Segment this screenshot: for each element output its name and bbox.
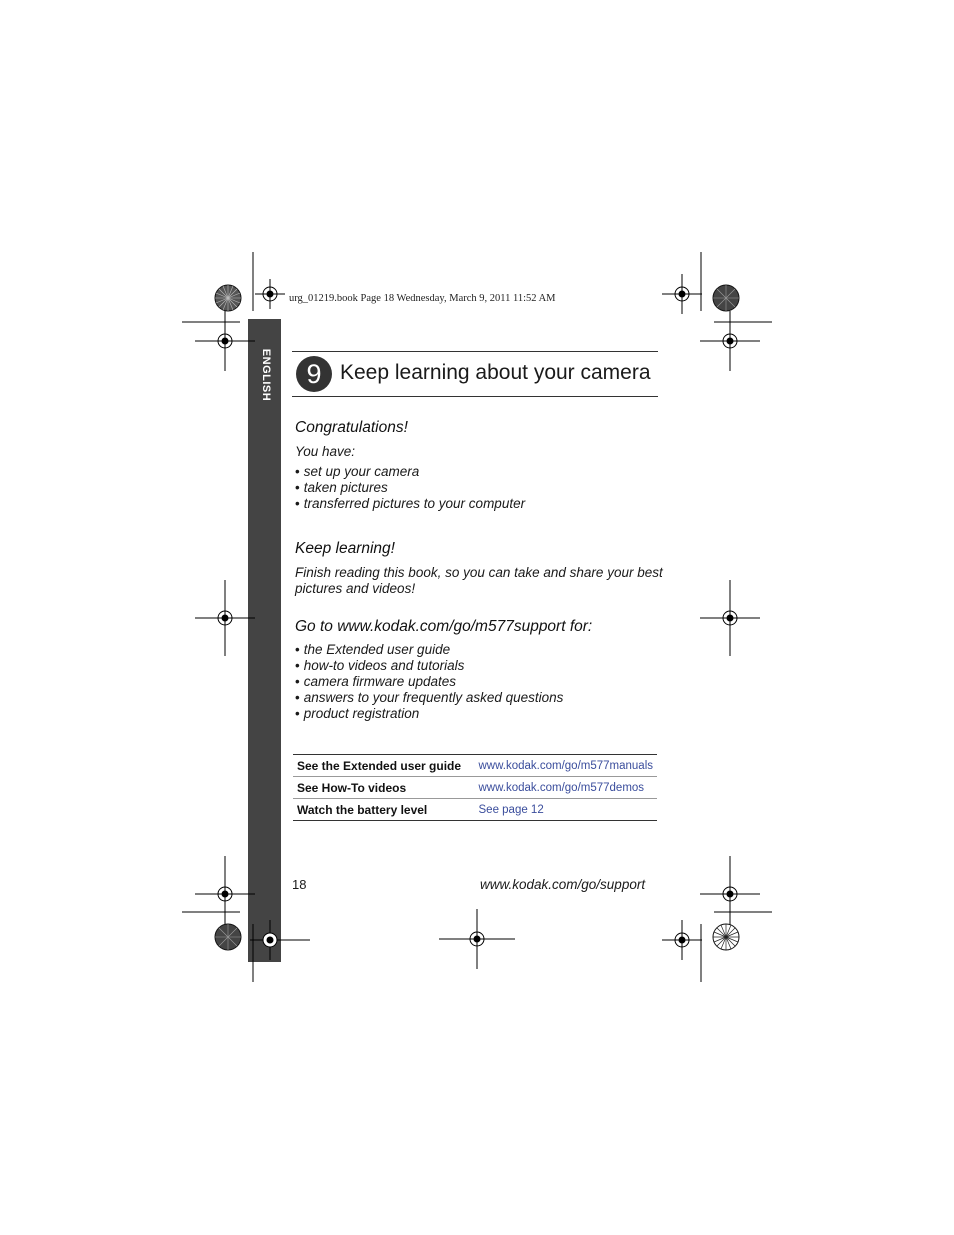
side-tab [248, 319, 281, 962]
registration-target-icon [662, 920, 702, 960]
list-item: • how-to videos and tutorials [295, 658, 563, 674]
registration-target-icon [700, 311, 760, 371]
registration-target-icon [255, 279, 285, 309]
starburst-mark-icon [214, 923, 242, 951]
registration-target-icon [662, 274, 702, 314]
table-row [293, 799, 657, 821]
keep-learning-line-1: Finish reading this book, so you can take and share your best [295, 565, 663, 580]
footer-url: www.kodak.com/go/support [480, 877, 646, 892]
manuals-link[interactable]: www.kodak.com/go/m577manuals [478, 759, 653, 772]
print-header: urg_01219.book Page 18 Wednesday, March 9, 2011 11:52 AM [289, 293, 556, 304]
list-item: • answers to your frequently asked questions [295, 690, 563, 706]
list-item: • transferred pictures to your computer [295, 496, 525, 512]
go-to-heading: Go to www.kodak.com/go/m577support for: [295, 618, 593, 635]
list-item: • taken pictures [295, 480, 525, 496]
registration-target-icon [439, 909, 515, 969]
registration-target-icon [195, 580, 255, 656]
page-reference-link[interactable]: See page 12 [475, 799, 658, 821]
list-item: • product registration [295, 706, 563, 722]
starburst-mark-icon [712, 284, 740, 312]
registration-target-icon [700, 856, 760, 932]
table-row [293, 755, 657, 777]
demos-link[interactable]: www.kodak.com/go/m577demos [475, 777, 658, 799]
registration-target-icon [195, 856, 255, 932]
registration-target-icon [195, 311, 255, 371]
keep-learning-text [295, 565, 663, 597]
starburst-mark-icon [712, 923, 740, 951]
page-number: 18 [292, 877, 307, 892]
accomplished-list [295, 464, 525, 512]
side-tab-label: ENGLISH [260, 348, 272, 402]
starburst-mark-icon [214, 284, 242, 312]
links-table [293, 754, 657, 821]
list-item: • the Extended user guide [295, 642, 563, 658]
congratulations-heading: Congratulations! [295, 419, 408, 436]
title-rule-bottom [292, 396, 658, 397]
table-cell-label: See the Extended user guide [297, 758, 462, 773]
keep-learning-heading: Keep learning! [295, 540, 395, 557]
you-have-text: You have: [295, 444, 356, 459]
support-list [295, 642, 563, 722]
title-rule-top [292, 351, 658, 352]
chapter-number-badge: 9 [296, 356, 332, 392]
chapter-title: Keep learning about your camera [340, 361, 651, 384]
registration-target-icon [700, 580, 760, 656]
list-item: • camera firmware updates [295, 674, 563, 690]
table-row [293, 777, 657, 799]
table-cell-label: Watch the battery level [293, 799, 475, 821]
keep-learning-line-2: pictures and videos! [295, 581, 416, 596]
list-item: • set up your camera [295, 464, 525, 480]
table-cell-label: See How-To videos [293, 777, 475, 799]
